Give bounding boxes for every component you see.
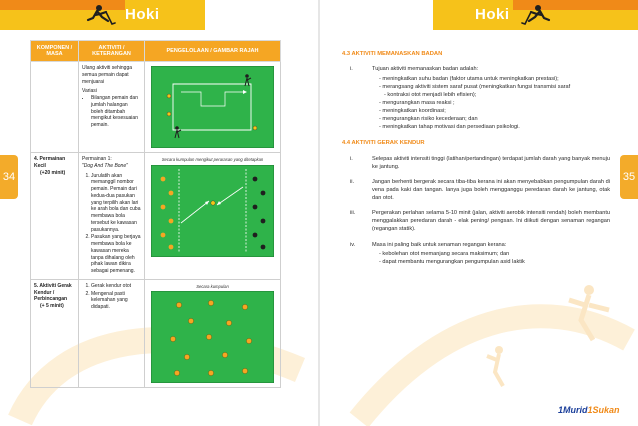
page-title-right: Hoki: [475, 6, 510, 23]
list-item: [350, 155, 610, 171]
activity-cell: [79, 62, 145, 153]
header-aktiviti: AKTIVITI / KETERANGAN: [79, 41, 145, 62]
table-row: [31, 62, 281, 153]
item-text: Selepas aktiviti intensiti tinggi (latihan/pertandingan) terdapat jumlah darah yang banyak menuju ke jantung.: [372, 155, 610, 170]
item-text: Tujuan aktiviti memanaskan badan adalah:: [372, 66, 479, 73]
game-step-1: 1. Jurulatih akan memanggil nombor pemain. Pemain dari kedua-dua pasukan yang terpilih akan lari ke arah bola dan cuba membawa bola tersebut ke kawasan pasukannya.: [91, 173, 141, 234]
component-time: (+20 minit): [40, 169, 66, 176]
section-heading: 4.3 AKTIVITI MEMANASKAN BADAN: [342, 51, 443, 57]
cooldown-step-1: 1. Gerak kendur otot: [91, 283, 141, 290]
game-name: "Dog And The Bone": [82, 162, 128, 169]
page-title-left: Hoki: [125, 6, 160, 23]
component-name: 5. Aktiviti Gerak Kendur / Perbincangan: [34, 282, 72, 303]
activity-text: Ulang aktiviti sehingga semua pemain dapat menjuarai: [82, 65, 133, 85]
logo-part-2: 1Sukan: [587, 405, 620, 415]
diagram-cell: [145, 153, 281, 280]
page-number-right: 35: [620, 155, 638, 199]
bullet: - dapat membantu mengurangkan pengumpulan asid laktik: [379, 258, 610, 266]
section-heading: 4.4 AKTIVITI GERAK KENDUR: [342, 140, 425, 147]
variasi-label: Variasi: [82, 88, 97, 95]
diagram-cell: [145, 279, 281, 388]
dog-and-bone-diagram: [151, 165, 274, 257]
right-page-text: [342, 50, 610, 273]
header-komponen: KOMPONEN / MASA: [31, 41, 79, 62]
page-number-left: 34: [0, 155, 18, 199]
item-number: iii.: [350, 210, 356, 217]
logo-part-1: 1Murid: [558, 405, 588, 415]
item-text: Masa ini paling baik untuk senaman regangan kerana:: [372, 241, 507, 248]
table-row: [31, 153, 281, 280]
item-text: Jangan berhenti bergerak secara tiba-tiba kerana ini akan menyebabkan pengumpulan darah di vena pada kaki dan tangan. Ianya juga boleh mengganggu peredaran darah ke jantung, otak dan otot.: [372, 178, 610, 202]
list-item: [350, 241, 610, 266]
header-pengelolaan: PENGELOLAAN / GAMBAR RAJAH: [145, 41, 281, 62]
diagram-cell: [145, 62, 281, 153]
component-cell: [31, 153, 79, 280]
table-row: [31, 279, 281, 388]
component-cell: [31, 279, 79, 388]
item-number: ii.: [350, 178, 355, 185]
component-name: 4. Permainan Kecil: [34, 156, 66, 169]
list-item: [350, 209, 610, 233]
bullet: - merangsang aktiviti sistem saraf pusat (meningkatkan fungsi transmisi saraf: [379, 83, 610, 91]
obstacle-course-diagram: [151, 66, 274, 148]
activity-cell: [79, 153, 145, 280]
game-step-2: 2. Pasukan yang berjaya membawa bola ke kawasan mereka tanpa dihalang oleh pihak lawan dikira sebagai pemenang.: [91, 234, 141, 275]
diagram-caption: Secara kumpulan: [196, 283, 229, 289]
hockey-player-icon: [521, 4, 553, 28]
item-text: Pergerakan perlahan selama 5-10 minit (jalan, aktiviti aerobik intensiti rendah) boleh membantu menggalakkan peredaran darah - elak pening/ pengsan. Ini diikuti dengan senaman regangan (regangan statik).: [372, 210, 610, 233]
program-logo: [558, 405, 620, 415]
permainan-label: Permainan 1:: [82, 156, 112, 162]
cooldown-step-2: 2. Mengenal pasti kelemahan yang didapati.: [91, 291, 141, 311]
hockey-player-icon: [84, 4, 116, 28]
bullet: - mengurangkan risiko kecederaan; dan: [379, 115, 610, 123]
component-time: (+ 5 minit): [40, 303, 64, 309]
bullet: - meningkatkan suhu badan (faktor utama untuk meningkatkan prestasi);: [379, 75, 610, 83]
bullet: - meningkatkan koordinasi;: [379, 107, 610, 115]
bullet: - kebolehan otot memanjang secara maksimum; dan: [379, 250, 610, 258]
list-item: [350, 178, 610, 202]
list-item: [350, 65, 610, 131]
item-number: i.: [350, 155, 353, 162]
component-cell: [31, 62, 79, 153]
variasi-item: • Bilangan pemain dan jumlah halangan boleh ditambah mengikut kesesuaian pemain.: [91, 95, 141, 129]
activity-cell: [79, 279, 145, 388]
diagram-caption: Secara kumpulan mengikut perarasan yang ditetapkan: [161, 157, 264, 162]
activity-table: [30, 40, 281, 388]
table-header-row: [31, 41, 281, 62]
item-number: i.: [350, 66, 353, 73]
bullet: - meningkatkan tahap motivasi dan persediaan psikologi.: [379, 123, 610, 131]
bullet-note: - kontraksi otot menjadi lebih efisien);: [384, 91, 477, 98]
bullet: - mengurangkan masa reaksi ;: [379, 99, 610, 107]
cooldown-group-diagram: [151, 291, 274, 383]
item-number: iv.: [350, 241, 356, 248]
